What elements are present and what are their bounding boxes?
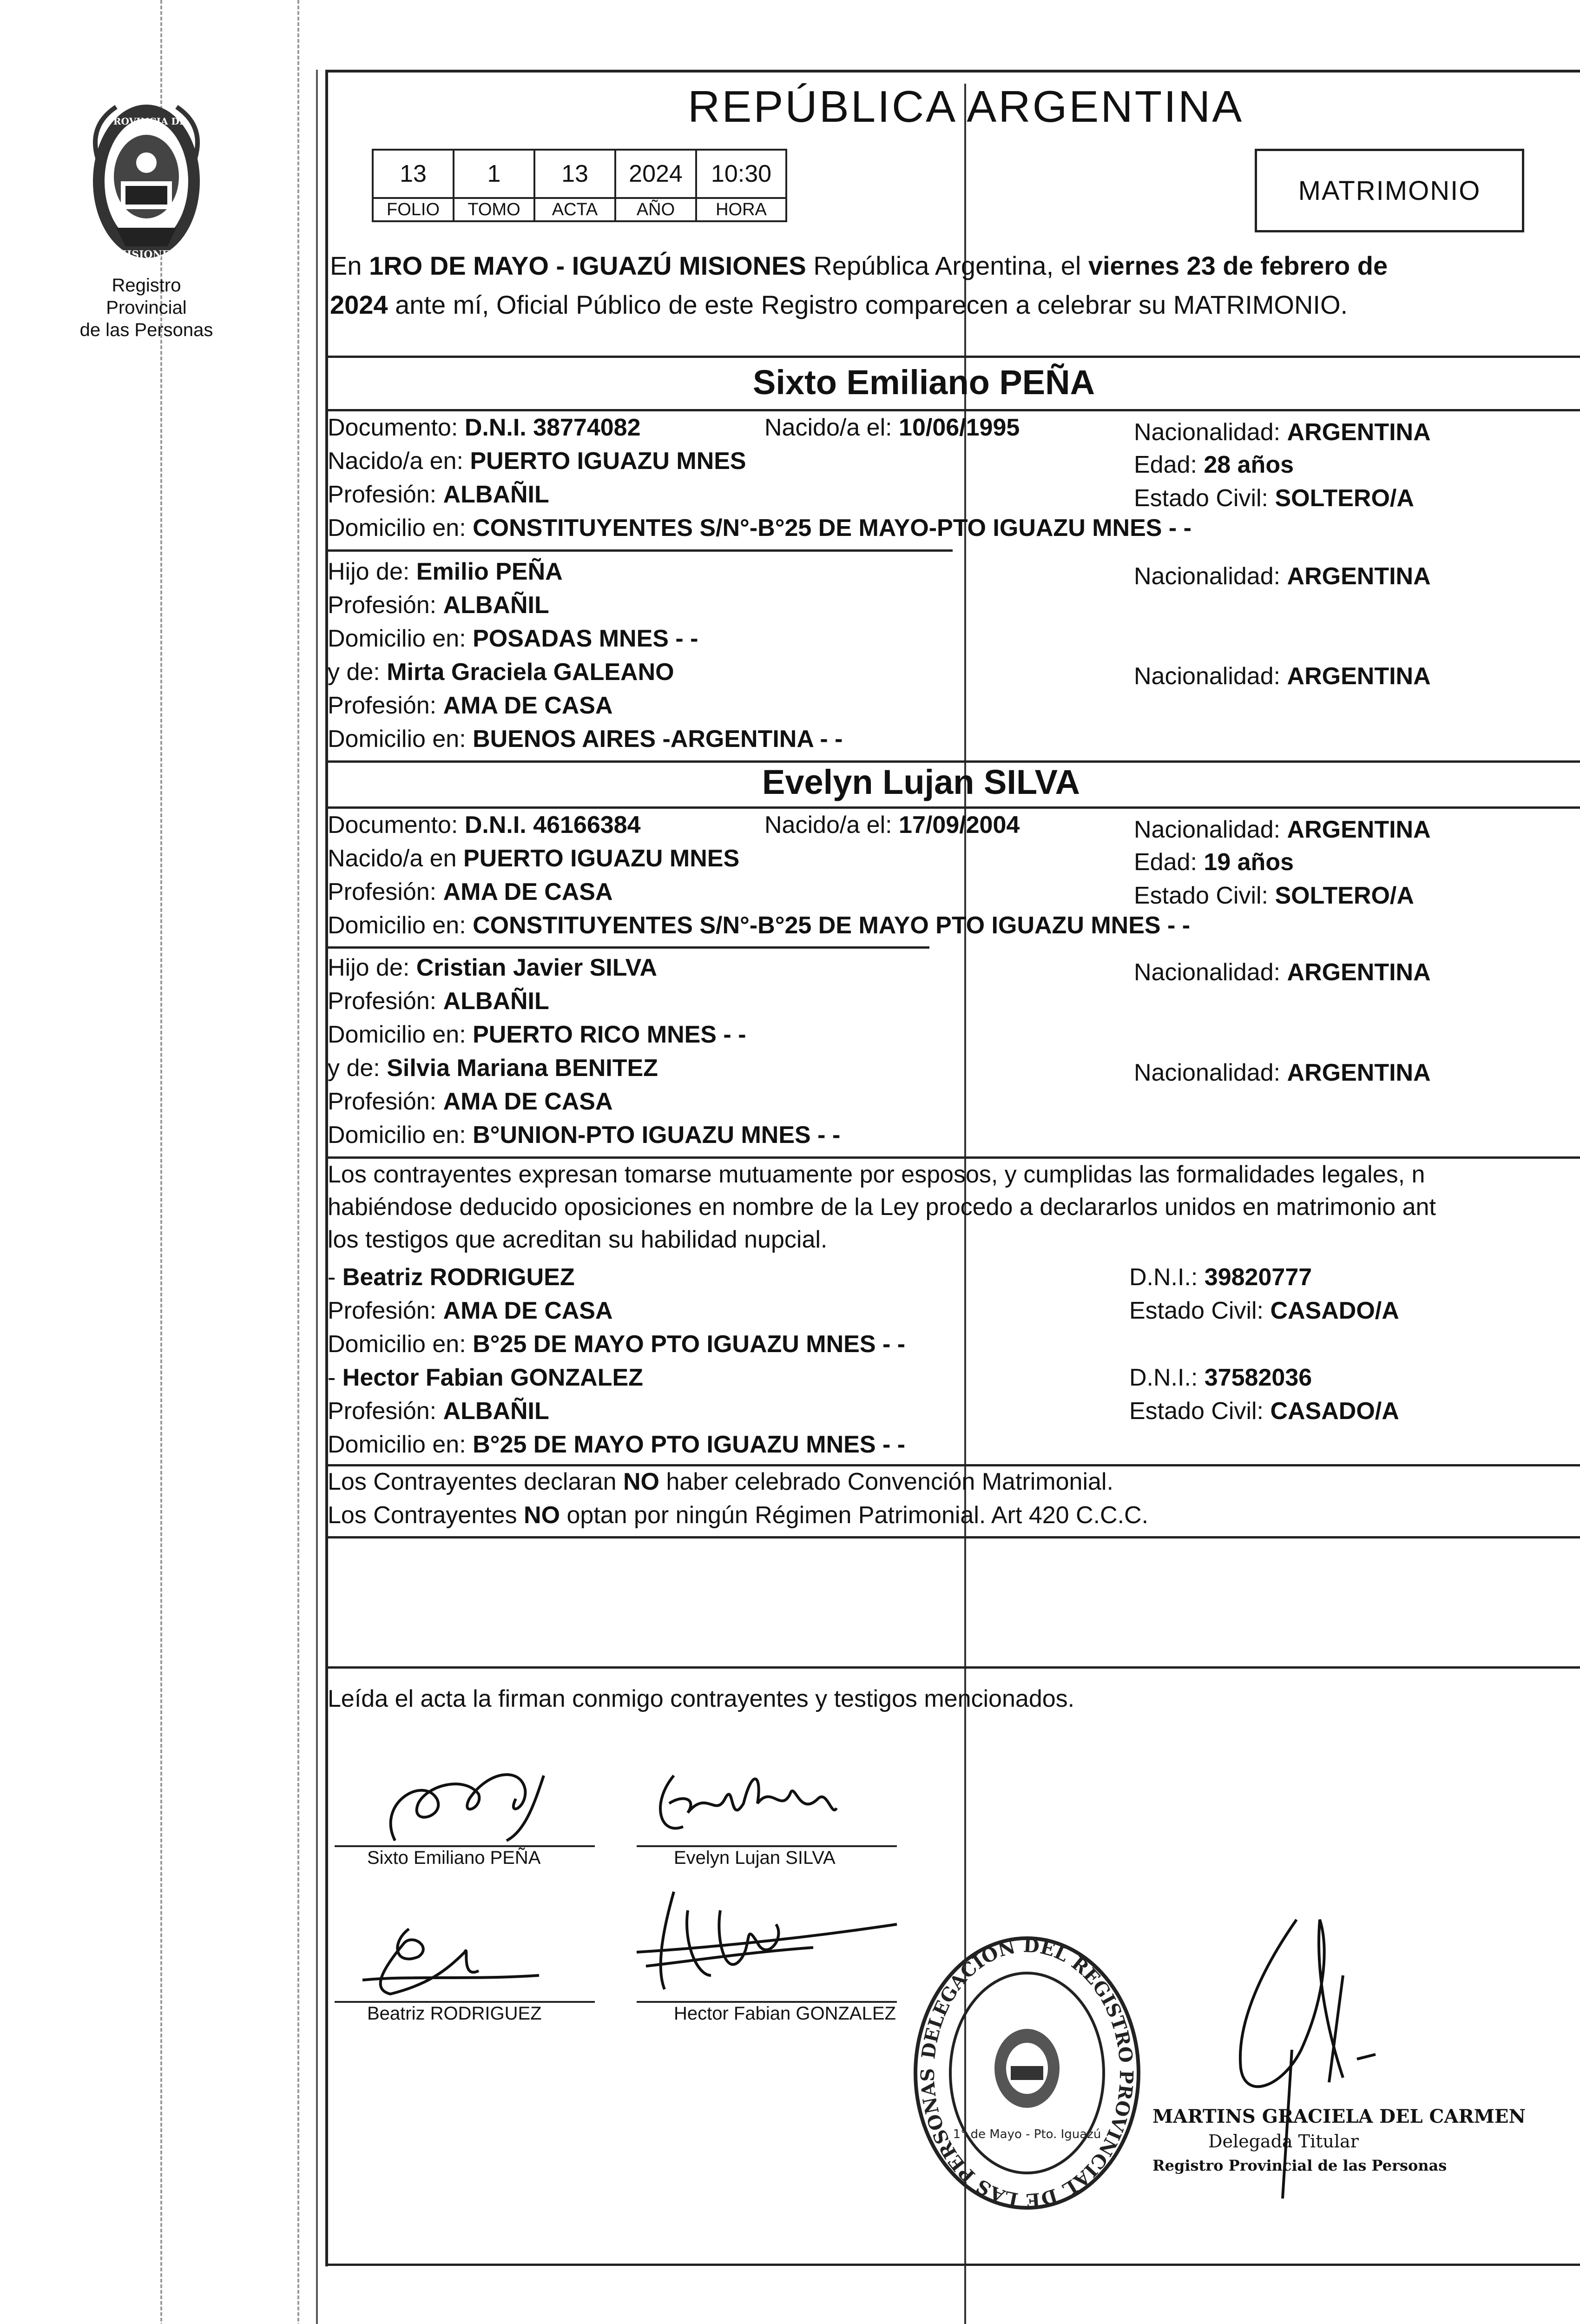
label: Edad: (1134, 849, 1204, 876)
spouse1-nationality (1134, 418, 1431, 446)
label: Nacionalidad: (1134, 959, 1287, 986)
spouse1-mother-profession (328, 692, 613, 720)
ceremony-year: 2024 (330, 290, 388, 319)
folio-label: FOLIO (373, 198, 454, 221)
spouse2-father-profession (328, 987, 549, 1015)
divider (325, 1536, 1580, 1538)
signature-label-witness2: Hector Fabian GONZALEZ (674, 2003, 896, 2024)
value: 10/06/1995 (899, 414, 1020, 441)
label: Domicilio en: (328, 726, 473, 753)
act-type-box: MATRIMONIO (1255, 149, 1524, 232)
spouse1-father-profession (328, 591, 549, 619)
label: Hijo de: (328, 954, 416, 981)
spouse1-mother-name (328, 658, 674, 686)
label: Documento: (328, 414, 465, 441)
value: B°25 DE MAYO PTO IGUAZU MNES - - (473, 1431, 906, 1458)
spouse1-mother-address (328, 725, 843, 753)
spouse1-address (328, 514, 1192, 542)
intro-text: ante mí, Oficial Público de este Registro comparecen a celebrar su MATRIMONIO. (388, 290, 1348, 319)
value: PUERTO IGUAZU MNES (470, 448, 746, 475)
value: CONSTITUYENTES S/N°-B°25 DE MAYO-PTO IGUAZU MNES - - (473, 515, 1192, 541)
text: haber celebrado Convención Matrimonial. (659, 1468, 1113, 1495)
text: NO (623, 1468, 659, 1495)
signature-label-witness1: Beatriz RODRIGUEZ (367, 2003, 542, 2024)
registry-record-table (372, 149, 787, 222)
label: Nacido/a en (328, 845, 463, 872)
witness2-name (328, 1364, 643, 1392)
value: Silvia Mariana BENITEZ (387, 1055, 658, 1082)
label: Profesión: (328, 1398, 443, 1425)
witness1-address (328, 1330, 905, 1358)
signature-label-spouse2: Evelyn Lujan SILVA (674, 1848, 836, 1868)
label: y de: (328, 1055, 387, 1082)
declaration-line: habiéndose deducido oposiciones en nombre de la Ley procedo a declararlos unidos en matrimonio ant (328, 1194, 1436, 1221)
svg-text:PROVINCIA DE: PROVINCIA DE (106, 116, 187, 127)
ceremony-place: 1RO DE MAYO - IGUAZÚ MISIONES (369, 251, 806, 280)
provincial-seal-logo (88, 98, 204, 270)
official-name: MARTINS GRACIELA DEL CARMEN (1152, 2106, 1526, 2127)
spouse2-civil-status (1134, 882, 1414, 910)
value: Emilio PEÑA (416, 558, 563, 585)
value: CONSTITUYENTES S/N°-B°25 DE MAYO PTO IGUAZU MNES - - (473, 912, 1191, 939)
margin-line (160, 0, 162, 2324)
witness1-name (328, 1263, 575, 1291)
spouse1-name: Sixto Emiliano PEÑA (753, 363, 1095, 402)
svg-text:1° de Mayo - Pto. Iguazú: 1° de Mayo - Pto. Iguazú (953, 2127, 1101, 2141)
spouse2-mother-address (328, 1121, 840, 1149)
value: AMA DE CASA (443, 878, 613, 905)
value: Mirta Graciela GALEANO (387, 659, 674, 686)
intro-text: República Argentina, el (806, 251, 1088, 280)
svg-text:DELEGACION DEL REGISTRO PROVIN: DELEGACION DEL REGISTRO PROVINCIAL DE LAS PERSONAS (916, 1934, 1138, 2212)
spouse1-document (328, 414, 641, 442)
value: AMA DE CASA (443, 1088, 613, 1115)
label: Domicilio en: (328, 1122, 473, 1149)
value: ARGENTINA (1287, 959, 1431, 986)
spouse2-birth-date (764, 811, 1020, 839)
label: Profesión: (328, 692, 443, 719)
value: Cristian Javier SILVA (416, 954, 658, 981)
value: 28 años (1204, 451, 1294, 478)
spouse1-father-address (328, 625, 698, 653)
value: ARGENTINA (1287, 1059, 1431, 1086)
year-value: 2024 (615, 150, 696, 198)
label: Profesión: (328, 592, 443, 619)
witness-bullet: - (328, 1264, 342, 1291)
value: ARGENTINA (1287, 663, 1431, 690)
witness1-dni (1129, 1263, 1312, 1291)
text: NO (524, 1502, 560, 1529)
spouse2-mother-nationality (1134, 1059, 1431, 1087)
intro-paragraph (330, 246, 1388, 324)
registry-name (70, 274, 223, 341)
label: Domicilio en: (328, 912, 473, 939)
hour-value: 10:30 (696, 150, 786, 198)
label: Domicilio en: (328, 515, 473, 541)
spouse2-mother-name (328, 1054, 658, 1082)
registry-name-line1: Registro Provincial (106, 275, 187, 318)
value: Beatriz RODRIGUEZ (342, 1264, 575, 1291)
signature-line (637, 2001, 897, 2003)
signature-line (335, 1845, 595, 1847)
spouse2-father-address (328, 1021, 746, 1049)
signature-witness2 (618, 1882, 915, 2003)
text: optan por ningún Régimen Patrimonial. Art 420 C.C.C. (560, 1502, 1149, 1529)
witness1-profession (328, 1297, 613, 1325)
signature-witness1 (353, 1915, 548, 2008)
divider (325, 409, 1580, 411)
spouse2-name: Evelyn Lujan SILVA (762, 763, 1080, 801)
spouse2-birth-place (328, 845, 739, 872)
label: Estado Civil: (1134, 882, 1275, 909)
value: POSADAS MNES - - (473, 625, 698, 652)
label: Profesión: (328, 1088, 443, 1115)
divider (325, 806, 1580, 809)
label: Profesión: (328, 481, 443, 508)
label: Domicilio en: (328, 1431, 473, 1458)
label: Nacionalidad: (1134, 663, 1287, 690)
spouse1-father-nationality (1134, 562, 1431, 590)
divider (325, 946, 929, 949)
value: SOLTERO/A (1275, 485, 1414, 512)
value: AMA DE CASA (443, 692, 613, 719)
label: Nacionalidad: (1134, 563, 1287, 590)
value: ARGENTINA (1287, 419, 1431, 446)
witness2-dni (1129, 1364, 1312, 1392)
spouse2-father-name (328, 954, 657, 982)
spouse2-profession (328, 878, 613, 906)
divider (325, 1666, 1580, 1669)
value: ALBAÑIL (443, 481, 549, 508)
spouse1-age (1134, 451, 1294, 479)
margin-line (316, 70, 318, 2324)
signature-line (637, 1845, 897, 1847)
intro-line-2 (330, 285, 1388, 324)
label: Domicilio en: (328, 1331, 473, 1358)
label: Domicilio en: (328, 1021, 473, 1048)
spouse1-birth-date (764, 414, 1020, 442)
spouse1-profession (328, 481, 549, 508)
label: Nacido/a en: (328, 448, 470, 475)
value: PUERTO RICO MNES - - (473, 1021, 746, 1048)
label: Estado Civil: (1129, 1398, 1271, 1425)
value: PUERTO IGUAZU MNES (463, 845, 740, 872)
divider (325, 1464, 1580, 1466)
value: BUENOS AIRES -ARGENTINA - - (473, 726, 843, 753)
spouse2-address (328, 911, 1190, 939)
hour-label: HORA (696, 198, 786, 221)
label: Profesión: (328, 1297, 443, 1324)
witness-bullet: - (328, 1364, 342, 1391)
official-title: Delegada Titular (1208, 2131, 1359, 2152)
year-label: AÑO (615, 198, 696, 221)
folio-value: 13 (373, 150, 454, 198)
label: Domicilio en: (328, 625, 473, 652)
label: Nacido/a el: (764, 812, 899, 838)
official-office: Registro Provincial de las Personas (1152, 2157, 1447, 2174)
text: Los Contrayentes declaran (328, 1468, 623, 1495)
signature-spouse2 (641, 1748, 850, 1850)
spouse2-document (328, 811, 641, 839)
registry-name-line2: de las Personas (79, 320, 213, 340)
spouse2-nationality (1134, 816, 1431, 844)
value: ARGENTINA (1287, 816, 1431, 843)
label: Nacionalidad: (1134, 1059, 1287, 1086)
label: Estado Civil: (1129, 1297, 1271, 1324)
value: ALBAÑIL (443, 1398, 549, 1425)
text: Los Contrayentes (328, 1502, 524, 1529)
signature-label-spouse1: Sixto Emiliano PEÑA (367, 1848, 541, 1868)
label: y de: (328, 659, 387, 686)
acta-label: ACTA (534, 198, 615, 221)
value: D.N.I. 38774082 (464, 414, 641, 441)
value: CASADO/A (1270, 1398, 1399, 1425)
label: Nacido/a el: (764, 414, 899, 441)
value: ALBAÑIL (443, 988, 549, 1015)
witness2-profession (328, 1397, 549, 1425)
spouse1-birth-place (328, 447, 746, 475)
value: 17/09/2004 (899, 812, 1020, 838)
label: Hijo de: (328, 558, 416, 585)
label: Nacionalidad: (1134, 816, 1287, 843)
witness1-civil-status (1129, 1297, 1399, 1325)
spouse2-age (1134, 848, 1294, 876)
page-title: REPÚBLICA ARGENTINA (688, 82, 1244, 132)
condition-convention (328, 1468, 1113, 1496)
value: 37582036 (1204, 1364, 1312, 1391)
tomo-label: TOMO (454, 198, 534, 221)
declaration-line: los testigos que acreditan su habilidad nupcial. (328, 1226, 828, 1253)
condition-regime (328, 1501, 1148, 1529)
spouse2-father-nationality (1134, 958, 1431, 986)
witness2-address (328, 1431, 905, 1459)
label: D.N.I.: (1129, 1264, 1205, 1291)
declaration-line: Los contrayentes expresan tomarse mutuamente por esposos, y cumplidas las formalidades legales, n (328, 1161, 1425, 1188)
spouse1-father-name (328, 558, 563, 586)
signature-line (335, 2001, 595, 2003)
divider (325, 356, 1580, 358)
label: D.N.I.: (1129, 1364, 1205, 1391)
value: ARGENTINA (1287, 563, 1431, 590)
signature-spouse1 (367, 1748, 576, 1859)
spouse1-civil-status (1134, 484, 1414, 512)
tomo-value: 1 (454, 150, 534, 198)
margin-line (297, 0, 299, 2324)
value: B°UNION-PTO IGUAZU MNES - - (473, 1122, 841, 1149)
acta-value: 13 (534, 150, 615, 198)
witness2-civil-status (1129, 1397, 1399, 1425)
value: ALBAÑIL (443, 592, 549, 619)
value: SOLTERO/A (1275, 882, 1414, 909)
label: Profesión: (328, 988, 443, 1015)
value: AMA DE CASA (443, 1297, 613, 1324)
spouse1-mother-nationality (1134, 662, 1431, 690)
divider (325, 549, 953, 552)
value: 39820777 (1204, 1264, 1312, 1291)
ceremony-date: viernes 23 de febrero de (1088, 251, 1388, 280)
label: Nacionalidad: (1134, 419, 1287, 446)
value: B°25 DE MAYO PTO IGUAZU MNES - - (473, 1331, 906, 1358)
closing-statement: Leída el acta la firman conmigo contrayentes y testigos mencionados. (328, 1685, 1075, 1712)
intro-text: En (330, 251, 369, 280)
value: Hector Fabian GONZALEZ (342, 1364, 643, 1391)
label: Estado Civil: (1134, 485, 1275, 512)
label: Profesión: (328, 878, 443, 905)
label: Documento: (328, 812, 465, 838)
declaration-paragraph (328, 1158, 1436, 1256)
value: D.N.I. 46166384 (464, 812, 641, 838)
svg-text:MISIONES: MISIONES (115, 249, 178, 261)
value: 19 años (1204, 849, 1294, 876)
value: CASADO/A (1270, 1297, 1399, 1324)
intro-line-1 (330, 246, 1388, 285)
official-stamp (906, 1934, 1148, 2212)
bottom-border (325, 2264, 1580, 2266)
label: Edad: (1134, 451, 1204, 478)
spouse2-mother-profession (328, 1088, 613, 1116)
